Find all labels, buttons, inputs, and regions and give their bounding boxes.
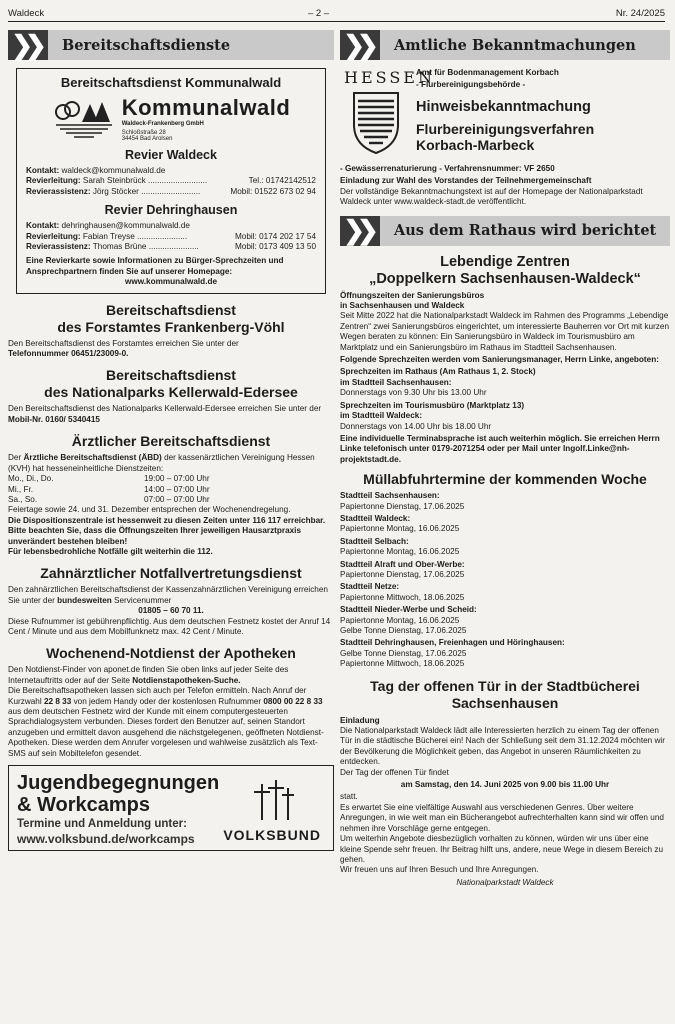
termin-text: Eine individuelle Terminabsprache ist auch weiterhin möglich. Sie erreichen Herrn Linke telefonisch unter 0179-2071254 oder per Mail unter Ingolf.Linke@nh-projektstadt.de.	[340, 433, 660, 464]
muell-place: Stadtteil Nieder-Werbe und Scheid:	[340, 605, 477, 615]
muell-line: Papiertonne Dienstag, 17.06.2025	[340, 501, 465, 511]
muell-line: Papiertonne Montag, 16.06.2025	[340, 547, 460, 557]
lion-crest-icon	[344, 87, 408, 157]
forstamt-tel: Telefonnummer 06451/23009-0.	[8, 349, 129, 359]
gewaesser: - Gewässerrenaturierung - Verfahrensnummer: VF 2650	[340, 164, 555, 173]
time-hours: 19:00 – 07:00 Uhr	[144, 474, 210, 484]
rathaus-time: Donnerstags von 9.30 Uhr bis 13.00 Uhr	[340, 388, 487, 398]
kommunalwald-box	[16, 68, 326, 294]
buecherei-p3: Es erwartet Sie eine vielfältige Auswahl aus verschiedenen Genres. Über weitere Anregungen, in wie weit man ein Bücherangebot aufrechterhalten kann sind wir offen und nehmen ihre Vorschläge gerne entgegen.	[340, 802, 664, 833]
muell-place: Stadtteil Sachsenhausen:	[340, 491, 440, 501]
nationalpark-title-2: des Nationalparks Kellerwald-Edersee	[44, 384, 298, 401]
volksbund-url[interactable]: www.volksbund.de/workcamps	[17, 832, 195, 847]
header-page-number: – 2 –	[308, 8, 330, 19]
muell-entry	[340, 560, 670, 581]
apotheken-title: Wochenend-Notdienst der Apotheken	[46, 645, 296, 662]
tour-sprechzeit-1: Sprechzeiten im Tourismusbüro (Marktplatz 13)	[340, 400, 525, 410]
buecherei-title-2: Sachsenhausen	[451, 694, 559, 711]
header-issue: Nr. 24/2025	[615, 8, 665, 19]
buecherei-title-1: Tag der offenen Tür in der Stadtbücherei	[370, 677, 640, 694]
buecherei-p2: Der Tag der offenen Tür findet	[340, 767, 449, 777]
muell-line: Papiertonne Mittwoch, 18.06.2025	[340, 659, 465, 669]
zahnarzt-text-bold: bundesweiten	[57, 595, 112, 605]
buecherei-statt: statt.	[340, 792, 358, 802]
muell-line: Papiertonne Dienstag, 17.06.2025	[340, 569, 465, 579]
apotheken-p1-bold: Notdienstapotheken-Suche.	[132, 675, 241, 685]
revierkarte-text: Eine Revierkarte sowie Informationen zu Bürger-Sprechzeiten und Ansprechpartnern finden Sie auf unserer Homepage:	[26, 256, 284, 276]
dispo-text: Die Dispositionszentrale ist hessenweit zu diesen Zeiten unter 116 117 erreichbar.	[8, 515, 326, 525]
time-days: Mi., Fr.	[8, 484, 34, 494]
kommunalwald-logo-sub: Waldeck-Frankenberg GmbH	[121, 121, 204, 127]
time-row	[8, 495, 334, 505]
kontakt-label: Kontakt:	[26, 166, 60, 175]
aerztlich-intro: Der	[8, 453, 22, 463]
muell-entry	[340, 491, 670, 512]
kommunalwald-logo	[26, 95, 316, 142]
banner-title: Aus dem Rathaus wird berichtet	[394, 222, 657, 240]
waldeck-assistenz-tel: Mobil: 01522 673 02 94	[230, 186, 316, 196]
leitung-label: Revierleitung:	[26, 231, 81, 241]
muell-place: Stadtteil Alraft und Ober-Werbe:	[340, 559, 465, 569]
volksbund-title-1: Jugendbegegnungen	[17, 772, 220, 795]
einladung-text: Der vollständige Bekanntmachungstext ist auf der Homepage der Nationalparkstadt Waldeck unter www.waldeck-stadt.de veröffentlicht.	[340, 186, 643, 207]
zentren-text: Seit Mitte 2022 hat die Nationalparkstadt Waldeck im Rahmen des Programms „Lebendige Zentren“ zwei Sanierungsbüros eingerichtet, um interessierte Bauherren vor Ort mit kurzen Wegen beraten zu können: Ein Sanierungsbüro in Waldeck im Tourismusbüro am Marktplatz und ein Sanierungsbüro im Rathaus im Stadtteil Sachsenhausen.	[340, 311, 670, 352]
banner-title: Bereitschaftsdienste	[62, 36, 231, 54]
dehringhausen-assistenz-tel: Mobil: 0173 409 13 50	[234, 242, 316, 252]
dehringhausen-assistenz-name: Thomas Brüne ......................	[92, 242, 199, 252]
waldeck-assistenz-name: Jörg Stöcker ..........................	[92, 186, 201, 196]
zentren-folgende: Folgende Sprechzeiten werden vom Sanierungsmanager, Herrn Linke, angeboten:	[340, 355, 659, 365]
left-column	[8, 30, 334, 851]
muell-line: Gelbe Tonne Dienstag, 17.06.2025	[340, 626, 467, 635]
tree-logo-icon	[52, 98, 116, 140]
verfahren-1: Flurbereinigungsverfahren	[416, 120, 595, 137]
assistenz-label: Revierassistenz:	[26, 242, 91, 252]
kommunalwald-address1: Schloßstraße 28	[121, 130, 166, 136]
dehringhausen-leitung-name: Fabian Treyse ......................	[82, 231, 188, 241]
zentren-title-2: „Doppelkern Sachsenhausen-Waldeck“	[369, 270, 641, 287]
muell-line: Papiertonne Mittwoch, 18.06.2025	[340, 592, 465, 602]
assistenz-label: Revierassistenz:	[26, 186, 91, 196]
einladung-title: Einladung zur Wahl des Vorstandes der Teilnehmergemeinschaft	[340, 176, 592, 186]
forstamt-title-1: Bereitschaftsdienst	[106, 301, 236, 318]
banner-rathaus	[340, 216, 670, 246]
muell-place: Stadtteil Selbach:	[340, 536, 409, 546]
time-hours: 07:00 – 07:00 Uhr	[144, 494, 210, 504]
header-left: Waldeck	[8, 8, 45, 19]
chevron-icon: ❯❯	[8, 30, 48, 60]
muell-place: Stadtteil Netze:	[340, 582, 400, 592]
hinweis-title: Hinweisbekanntmachung	[416, 98, 591, 115]
waldeck-leitung-tel: Tel.: 01742142512	[248, 176, 316, 186]
feiertage-text: Feiertage sowie 24. und 31. Dezember entsprechen der Wochenendregelung.	[8, 505, 291, 515]
nationalpark-title-1: Bereitschaftsdienst	[106, 367, 236, 384]
volksbund-line3: Termine und Anmeldung unter:	[17, 818, 187, 831]
page-header	[8, 8, 665, 22]
revier-dehringhausen-title: Revier Dehringhausen	[104, 203, 238, 218]
banner-bereitschaftsdienste	[8, 30, 334, 60]
muell-line: Papiertonne Montag, 16.06.2025	[340, 615, 460, 625]
zahnarzt-number: 01805 – 60 70 11.	[138, 606, 204, 616]
waldeck-leitung-name: Sarah Steinbrück ..........................	[82, 176, 208, 186]
muell-entry	[340, 582, 670, 603]
chevron-icon: ❯❯	[340, 30, 380, 60]
zentren-sub-2: in Sachsenhausen und Waldeck	[340, 301, 465, 311]
apotheken-p2-rest: aus dem deutschen Festnetz wird der Kunde mit einem computergesteuerten Sprachdialogsystem verbunden. Dieses fordert den Benutzer auf, seinen Standort anzugeben und ermittelt davon ausgehend die nächstgelegenen, geöffneten Notdienst-Apotheken. Diese werden dem Anrufer vorgelesen und wahlweise zusätzlich als Text-SMS auf sein Mobiltelefon gesendet.	[8, 707, 324, 758]
apotheken-rufnummer: 0800 00 22 8 33	[263, 696, 323, 706]
hessen-notice	[344, 68, 666, 162]
waldeck-email[interactable]: waldeck@kommunalwald.de	[61, 166, 166, 175]
zahnarzt-text: Den zahnärztlichen Bereitschaftsdienst der Kassenzahnärztlichen Vereinigung erreichen Sie unter der	[8, 585, 328, 605]
kommunalwald-title: Bereitschaftsdienst Kommunalwald	[60, 75, 282, 90]
volksbund-logo	[223, 778, 321, 843]
banner-amtliche	[340, 30, 670, 60]
time-row	[8, 485, 334, 495]
nationalpark-text: Den Bereitschaftsdienst des Nationalparks Kellerwald-Edersee erreichen Sie unter der	[8, 404, 322, 414]
rathaus-sprechzeit-2: im Stadtteil Sachsenhausen:	[340, 377, 452, 387]
beachten-text: Bitte beachten Sie, dass die Öffnungszeiten Ihrer jeweiligen Hausarztpraxis unverändert bestehen bleiben!	[8, 526, 302, 546]
dehringhausen-email[interactable]: dehringhausen@kommunalwald.de	[61, 221, 190, 231]
banner-title: Amtliche Bekanntmachungen	[394, 36, 636, 54]
volksbund-logo-text: VOLKSBUND	[223, 827, 321, 844]
crosses-icon	[242, 778, 302, 822]
kommunalwald-homepage-link[interactable]: www.kommunalwald.de	[124, 277, 218, 287]
dehringhausen-leitung-tel: Mobil: 0174 202 17 54	[234, 231, 316, 241]
apotheken-p2-mid: von jedem Handy oder der kostenlosen Rufnummer	[73, 696, 262, 706]
time-days: Sa., So.	[8, 494, 38, 504]
muell-title: Müllabfuhrtermine der kommenden Woche	[363, 471, 647, 488]
amt-name: Amt für Bodenmanagement Korbach	[416, 68, 559, 77]
buecherei-p4: Um weiterhin Angebote diesbezüglich vorhalten zu können, würden wir uns über eine kleine Spende sehr freuen. Ihr Beitrag hilft uns, andere, neue Wege in diesem Bereich zu gehen.	[340, 834, 663, 864]
muell-entry	[340, 537, 670, 558]
muell-line: Gelbe Tonne Dienstag, 17.06.2025	[340, 648, 467, 658]
apotheken-p2: Die Bereitschaftsapotheken lassen sich auch per Telefon ermitteln. Nach Anruf der Kurzwahl	[8, 686, 307, 706]
zahnarzt-text-rest: Servicenummer	[114, 595, 172, 605]
kontakt-label: Kontakt:	[26, 221, 60, 231]
nationalpark-tel: Mobil-Nr. 0160/ 5340415	[8, 414, 100, 424]
leitung-label: Revierleitung:	[26, 176, 81, 186]
hessen-word: HESSEN	[344, 68, 435, 87]
zahnarzt-title: Zahnärztlicher Notfallvertretungsdienst	[40, 565, 302, 582]
aerztlich-title: Ärztlicher Bereitschaftsdienst	[71, 433, 271, 450]
time-days: Mo., Di., Do.	[8, 474, 54, 484]
time-row	[8, 474, 334, 484]
buecherei-p1: Die Nationalparkstadt Waldeck lädt alle Interessierten herzlich zu einem Tag der offenen Tür in die städtische Bücherei ein! Nach der Schließung seit dem 31.12.2024 möchten wir der Bevölkerung die Möglichkeit geben, das Angebot in unseren Räumlichkeiten zu entdecken.	[340, 726, 665, 767]
muell-entry	[340, 605, 670, 636]
aerztlich-intro-rest: der kassenärztlichen Vereinigung Hessen (KVH) hat hesseneinheitliche Dienstzeiten:	[8, 453, 315, 473]
forstamt-title-2: des Forstamtes Frankenberg-Vöhl	[57, 318, 285, 335]
zentren-sub-1: Öffnungszeiten der Sanierungsbüros	[340, 290, 485, 300]
apotheken-kurzwahl: 22 8 33	[43, 696, 72, 706]
kommunalwald-address2: 34454 Bad Arolsen	[121, 136, 173, 142]
time-hours: 14:00 – 07:00 Uhr	[144, 484, 210, 494]
volksbund-ad	[8, 765, 334, 851]
notfall-text: Für lebensbedrohliche Notfälle gilt weiterhin die 112.	[8, 546, 213, 556]
muell-list	[340, 491, 670, 670]
chevron-icon: ❯❯	[340, 216, 380, 246]
apotheken-p1: Den Notdienst-Finder von aponet.de finden Sie oben links auf jeder Seite des Internetauftritts oder auf der Seite	[8, 665, 289, 685]
buecherei-p5: Wir freuen uns auf Ihren Besuch und Ihre Anregungen.	[340, 865, 539, 875]
buecherei-einladung: Einladung	[340, 715, 380, 725]
buecherei-sign: Nationalparkstadt Waldeck	[456, 877, 554, 887]
tour-sprechzeit-2: im Stadtteil Waldeck:	[340, 411, 423, 421]
kommunalwald-logo-name: Kommunalwald	[121, 95, 291, 120]
verfahren-2: Korbach-Marbeck	[416, 136, 535, 153]
volksbund-title-2: & Workcamps	[17, 794, 151, 817]
muell-place: Stadtteil Dehringhausen, Freienhagen und Höringhausen:	[340, 638, 565, 648]
zahnarzt-fee: Diese Rufnummer ist gebührenpflichtig. Aus dem deutschen Festnetz kostet der Anruf 14 Cent / Minute und aus dem Mobilfunknetz max. 42 Cent / Minute.	[8, 616, 331, 636]
tour-time: Donnerstags von 14.00 Uhr bis 18.00 Uhr	[340, 421, 492, 431]
zentren-title-1: Lebendige Zentren	[440, 253, 570, 270]
rathaus-sprechzeit-1: Sprechzeiten im Rathaus (Am Rathaus 1, 2. Stock)	[340, 367, 536, 377]
forstamt-text: Den Bereitschaftsdienst des Forstamtes erreichen Sie unter der	[8, 338, 239, 348]
behoerde: - Flurbereinigungsbehörde -	[416, 80, 526, 90]
muell-place: Stadtteil Waldeck:	[340, 513, 411, 523]
muell-line: Papiertonne Montag, 16.06.2025	[340, 524, 460, 534]
muell-entry	[340, 638, 670, 669]
muell-entry	[340, 514, 670, 535]
revier-waldeck-title: Revier Waldeck	[125, 148, 217, 162]
buecherei-date: am Samstag, den 14. Juni 2025 von 9.00 bis 11.00 Uhr	[400, 780, 610, 790]
right-column	[340, 30, 670, 888]
hessen-crest	[344, 68, 435, 162]
aerztlich-intro-bold: Ärztliche Bereitschaftsdienst (ÄBD)	[23, 453, 162, 463]
